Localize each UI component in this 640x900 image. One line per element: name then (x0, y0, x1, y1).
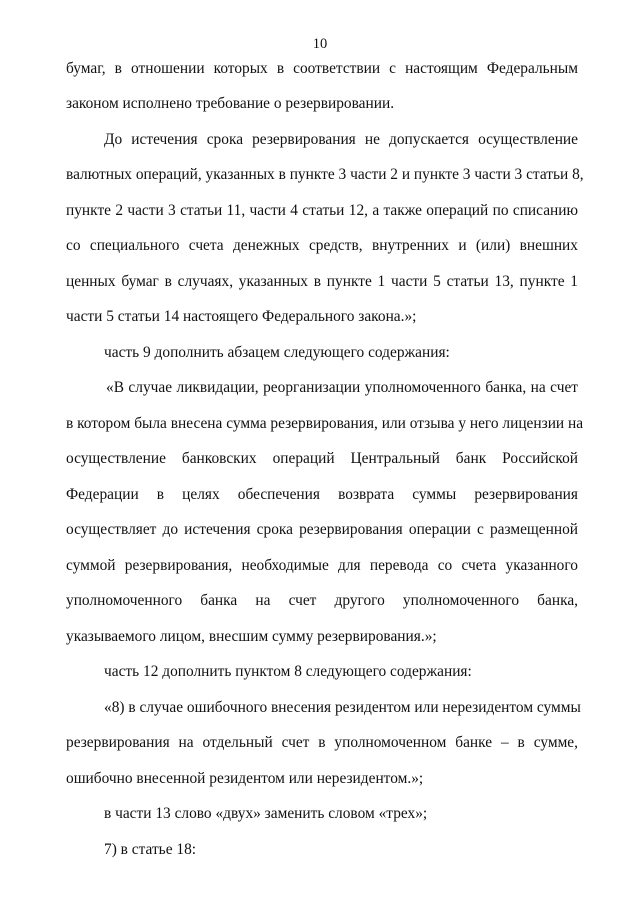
text-line: законом исполнено требование о резервировании. (66, 95, 395, 112)
text-line: «В случае ликвидации, реорганизации уполномоченного банка, на счет (106, 379, 578, 396)
text-line: До истечения срока резервирования не допускается осуществление (104, 131, 578, 148)
text-line: резервирования на отдельный счет в уполномоченном банке – в сумме, (66, 734, 578, 751)
text-line: пункте 2 части 3 статьи 11, части 4 статьи 12, а также операций по списанию (66, 202, 578, 219)
text-line: суммой резервирования, необходимые для перевода со счета указанного (66, 557, 578, 574)
text-line: ошибочно внесенной резидентом или нерезидентом.»; (66, 770, 424, 787)
text-line: Федерации в целях обеспечения возврата суммы резервирования (66, 486, 578, 503)
text-line: «8) в случае ошибочного внесения резидентом или нерезидентом суммы (104, 699, 581, 716)
text-line: ценных бумаг в случаях, указанных в пункте 1 части 5 статьи 13, пункте 1 (66, 273, 578, 290)
text-line: валютных операций, указанных в пункте 3 части 2 и пункте 3 части 3 статьи 8, (66, 166, 584, 183)
text-line: указываемого лицом, внесшим сумму резервирования.»; (66, 628, 437, 645)
text-line: 7) в статье 18: (104, 841, 197, 858)
text-line: части 5 статьи 14 настоящего Федерального закона.»; (66, 308, 417, 325)
text-line: осуществляет до истечения срока резервирования операции с размещенной (66, 521, 578, 538)
page-number: 10 (312, 36, 328, 52)
text-line: в котором была внесена сумма резервирования, или отзыва у него лицензии на (66, 415, 584, 432)
text-line: со специального счета денежных средств, внутренних и (или) внешних (66, 237, 578, 254)
text-line: уполномоченного банка на счет другого уполномоченного банка, (66, 592, 578, 609)
text-line: в части 13 слово «двух» заменить словом «трех»; (104, 805, 428, 822)
text-line: бумаг, в отношении которых в соответствии с настоящим Федеральным (66, 60, 578, 77)
text-line: часть 9 дополнить абзацем следующего содержания: (104, 344, 450, 361)
text-line: часть 12 дополнить пунктом 8 следующего содержания: (104, 663, 472, 680)
text-line: осуществление банковских операций Центральный банк Российской (66, 450, 578, 467)
